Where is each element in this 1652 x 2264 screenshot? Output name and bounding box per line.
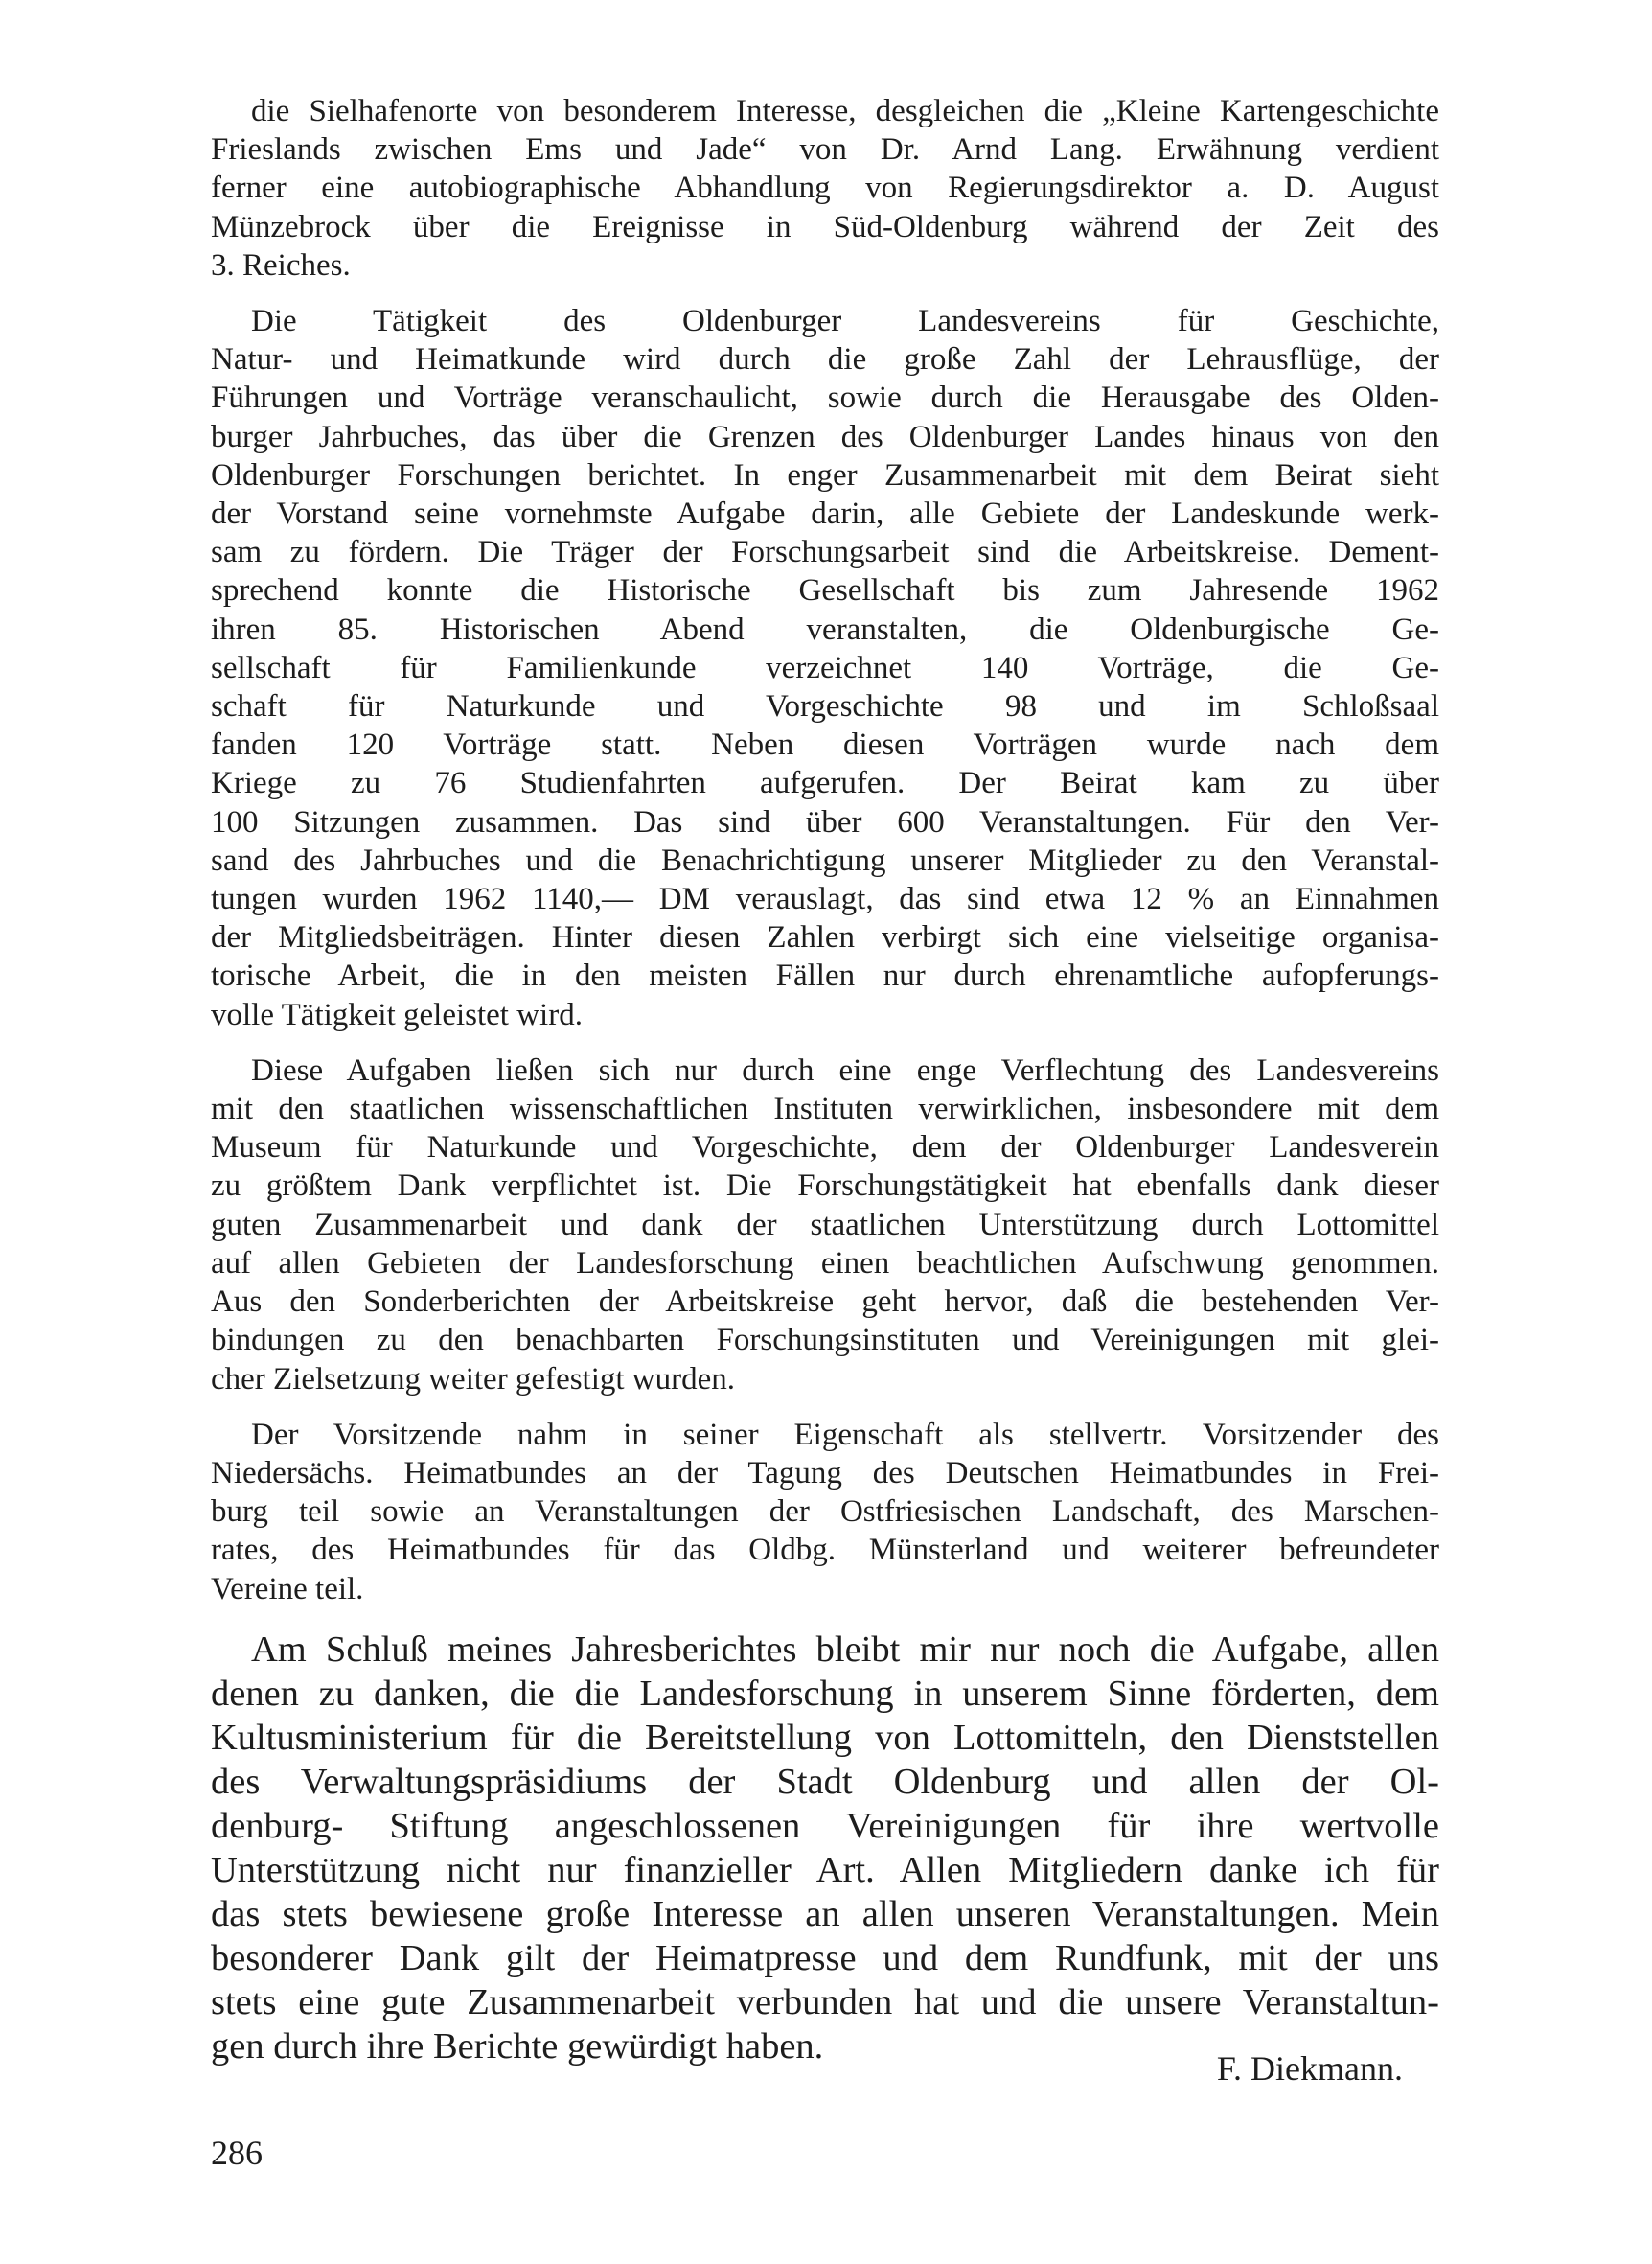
paragraph-5-closing: [211, 1628, 1439, 2068]
text-line: Führungen und Vorträge veranschaulicht, sowie durch die Herausgabe des Olden-: [211, 381, 1439, 416]
text-line: denburg- Stiftung angeschlossenen Vereinigungen für ihre wertvolle: [211, 1805, 1439, 1846]
text-line: schaft für Naturkunde und Vorgeschichte 98 und im Schloßsaal: [211, 689, 1439, 725]
text-line: zu größtem Dank verpflichtet ist. Die Forschungstätigkeit hat ebenfalls dank dieser: [211, 1168, 1439, 1204]
text-line: Museum für Naturkunde und Vorgeschichte, dem der Oldenburger Landesverein: [211, 1130, 1439, 1166]
text-line: guten Zusammenarbeit und dank der staatlichen Unterstützung durch Lottomittel: [211, 1207, 1439, 1242]
text-line: Kultusministerium für die Bereitstellung von Lottomitteln, den Dienststellen: [211, 1717, 1439, 1758]
text-line: 3. Reiches.: [211, 247, 351, 283]
text-line: Kriege zu 76 Studienfahrten aufgerufen. Der Beirat kam zu über: [211, 766, 1439, 801]
text-line: burger Jahrbuches, das über die Grenzen des Oldenburger Landes hinaus von den: [211, 419, 1439, 454]
text-line: Natur- und Heimatkunde wird durch die große Zahl der Lehrausflüge, der: [211, 342, 1439, 378]
text-line: volle Tätigkeit geleistet wird.: [211, 997, 583, 1032]
text-line: Frieslands zwischen Ems und Jade“ von Dr. Arnd Lang. Erwähnung verdient: [211, 132, 1439, 168]
text-line: Oldenburger Forschungen berichtet. In enger Zusammenarbeit mit dem Beirat sieht: [211, 457, 1439, 493]
text-line: Die Tätigkeit des Oldenburger Landesvereins für Geschichte,: [251, 304, 1439, 339]
paragraph-1: [211, 92, 1439, 285]
text-line: tungen wurden 1962 1140,— DM verauslagt, das sind etwa 12 % an Einnahmen: [211, 882, 1439, 917]
text-line: die Sielhafenorte von besonderem Interesse, desgleichen die „Kleine Kartengeschichte: [251, 94, 1439, 128]
text-line: mit den staatlichen wissenschaftlichen Instituten verwirklichen, insbesondere mit dem: [211, 1092, 1439, 1127]
text-line: cher Zielsetzung weiter gefestigt wurden.: [211, 1361, 736, 1397]
text-line: Vereine teil.: [211, 1571, 364, 1606]
text-line: Niedersächs. Heimatbundes an der Tagung des Deutschen Heimatbundes in Frei-: [211, 1455, 1439, 1490]
text-line: Aus den Sonderberichten der Arbeitskreise geht hervor, daß die bestehenden Ver-: [211, 1284, 1439, 1320]
text-line: burg teil sowie an Veranstaltungen der Ostfriesischen Landschaft, des Marschen-: [211, 1494, 1439, 1530]
text-line: sprechend konnte die Historische Gesellschaft bis zum Jahresende 1962: [211, 573, 1439, 609]
paragraph-4: [211, 1416, 1439, 1608]
text-line: stets eine gute Zusammenarbeit verbunden hat und die unsere Veranstaltun-: [211, 1981, 1439, 2022]
text-line: fanden 120 Vorträge statt. Neben diesen Vorträgen wurde nach dem: [211, 728, 1439, 763]
text-line: Der Vorsitzende nahm in seiner Eigenschaft als stellvertr. Vorsitzender des: [251, 1417, 1439, 1452]
text-line: denen zu danken, die die Landesforschung in unserem Sinne förderten, dem: [211, 1673, 1439, 1714]
text-line: Münzebrock über die Ereignisse in Süd-Oldenburg während der Zeit des: [211, 209, 1439, 244]
text-line: ferner eine autobiographische Abhandlung von Regierungsdirektor a. D. August: [211, 171, 1439, 206]
text-line: der Vorstand seine vornehmste Aufgabe darin, alle Gebiete der Landeskunde werk-: [211, 497, 1439, 532]
text-line: gen durch ihre Berichte gewürdigt haben.: [211, 2025, 824, 2067]
signature: F. Diekmann.: [1216, 2049, 1403, 2088]
text-line: Am Schluß meines Jahresberichtes bleibt mir nur noch die Aufgabe, allen: [251, 1629, 1439, 1670]
text-line: bindungen zu den benachbarten Forschungsinstituten und Vereinigungen mit glei-: [211, 1323, 1439, 1358]
text-line: sand des Jahrbuches und die Benachrichtigung unserer Mitglieder zu den Veranstal-: [211, 843, 1439, 878]
text-line: 100 Sitzungen zusammen. Das sind über 600 Veranstaltungen. Für den Ver-: [211, 804, 1439, 840]
text-line: des Verwaltungspräsidiums der Stadt Oldenburg und allen der Ol-: [211, 1761, 1439, 1802]
text-line: Unterstützung nicht nur finanzieller Art. Allen Mitgliedern danke ich für: [211, 1849, 1439, 1890]
paragraph-3: [211, 1051, 1439, 1398]
paragraph-2: [211, 302, 1439, 1034]
text-line: auf allen Gebieten der Landesforschung einen beachtlichen Aufschwung genommen.: [211, 1245, 1439, 1281]
text-line: sam zu fördern. Die Träger der Forschungsarbeit sind die Arbeitskreise. Dement-: [211, 535, 1439, 570]
text-line: rates, des Heimatbundes für das Oldbg. Münsterland und weiterer befreundeter: [211, 1533, 1439, 1568]
text-line: Diese Aufgaben ließen sich nur durch eine enge Verflechtung des Landesvereins: [251, 1052, 1439, 1088]
text-line: sellschaft für Familienkunde verzeichnet 140 Vorträge, die Ge-: [211, 650, 1439, 685]
text-line: der Mitgliedsbeiträgen. Hinter diesen Zahlen verbirgt sich eine vielseitige organisa-: [211, 920, 1439, 956]
text-line: ihren 85. Historischen Abend veranstalten, die Oldenburgische Ge-: [211, 612, 1439, 647]
body-text: [211, 92, 1439, 2086]
text-line: besonderer Dank gilt der Heimatpresse und dem Rundfunk, mit der uns: [211, 1937, 1439, 1978]
text-line: torische Arbeit, die in den meisten Fällen nur durch ehrenamtliche aufopferungs-: [211, 959, 1439, 994]
text-line: das stets bewiesene große Interesse an allen unseren Veranstaltungen. Mein: [211, 1893, 1439, 1934]
page-number: 286: [211, 2134, 263, 2172]
